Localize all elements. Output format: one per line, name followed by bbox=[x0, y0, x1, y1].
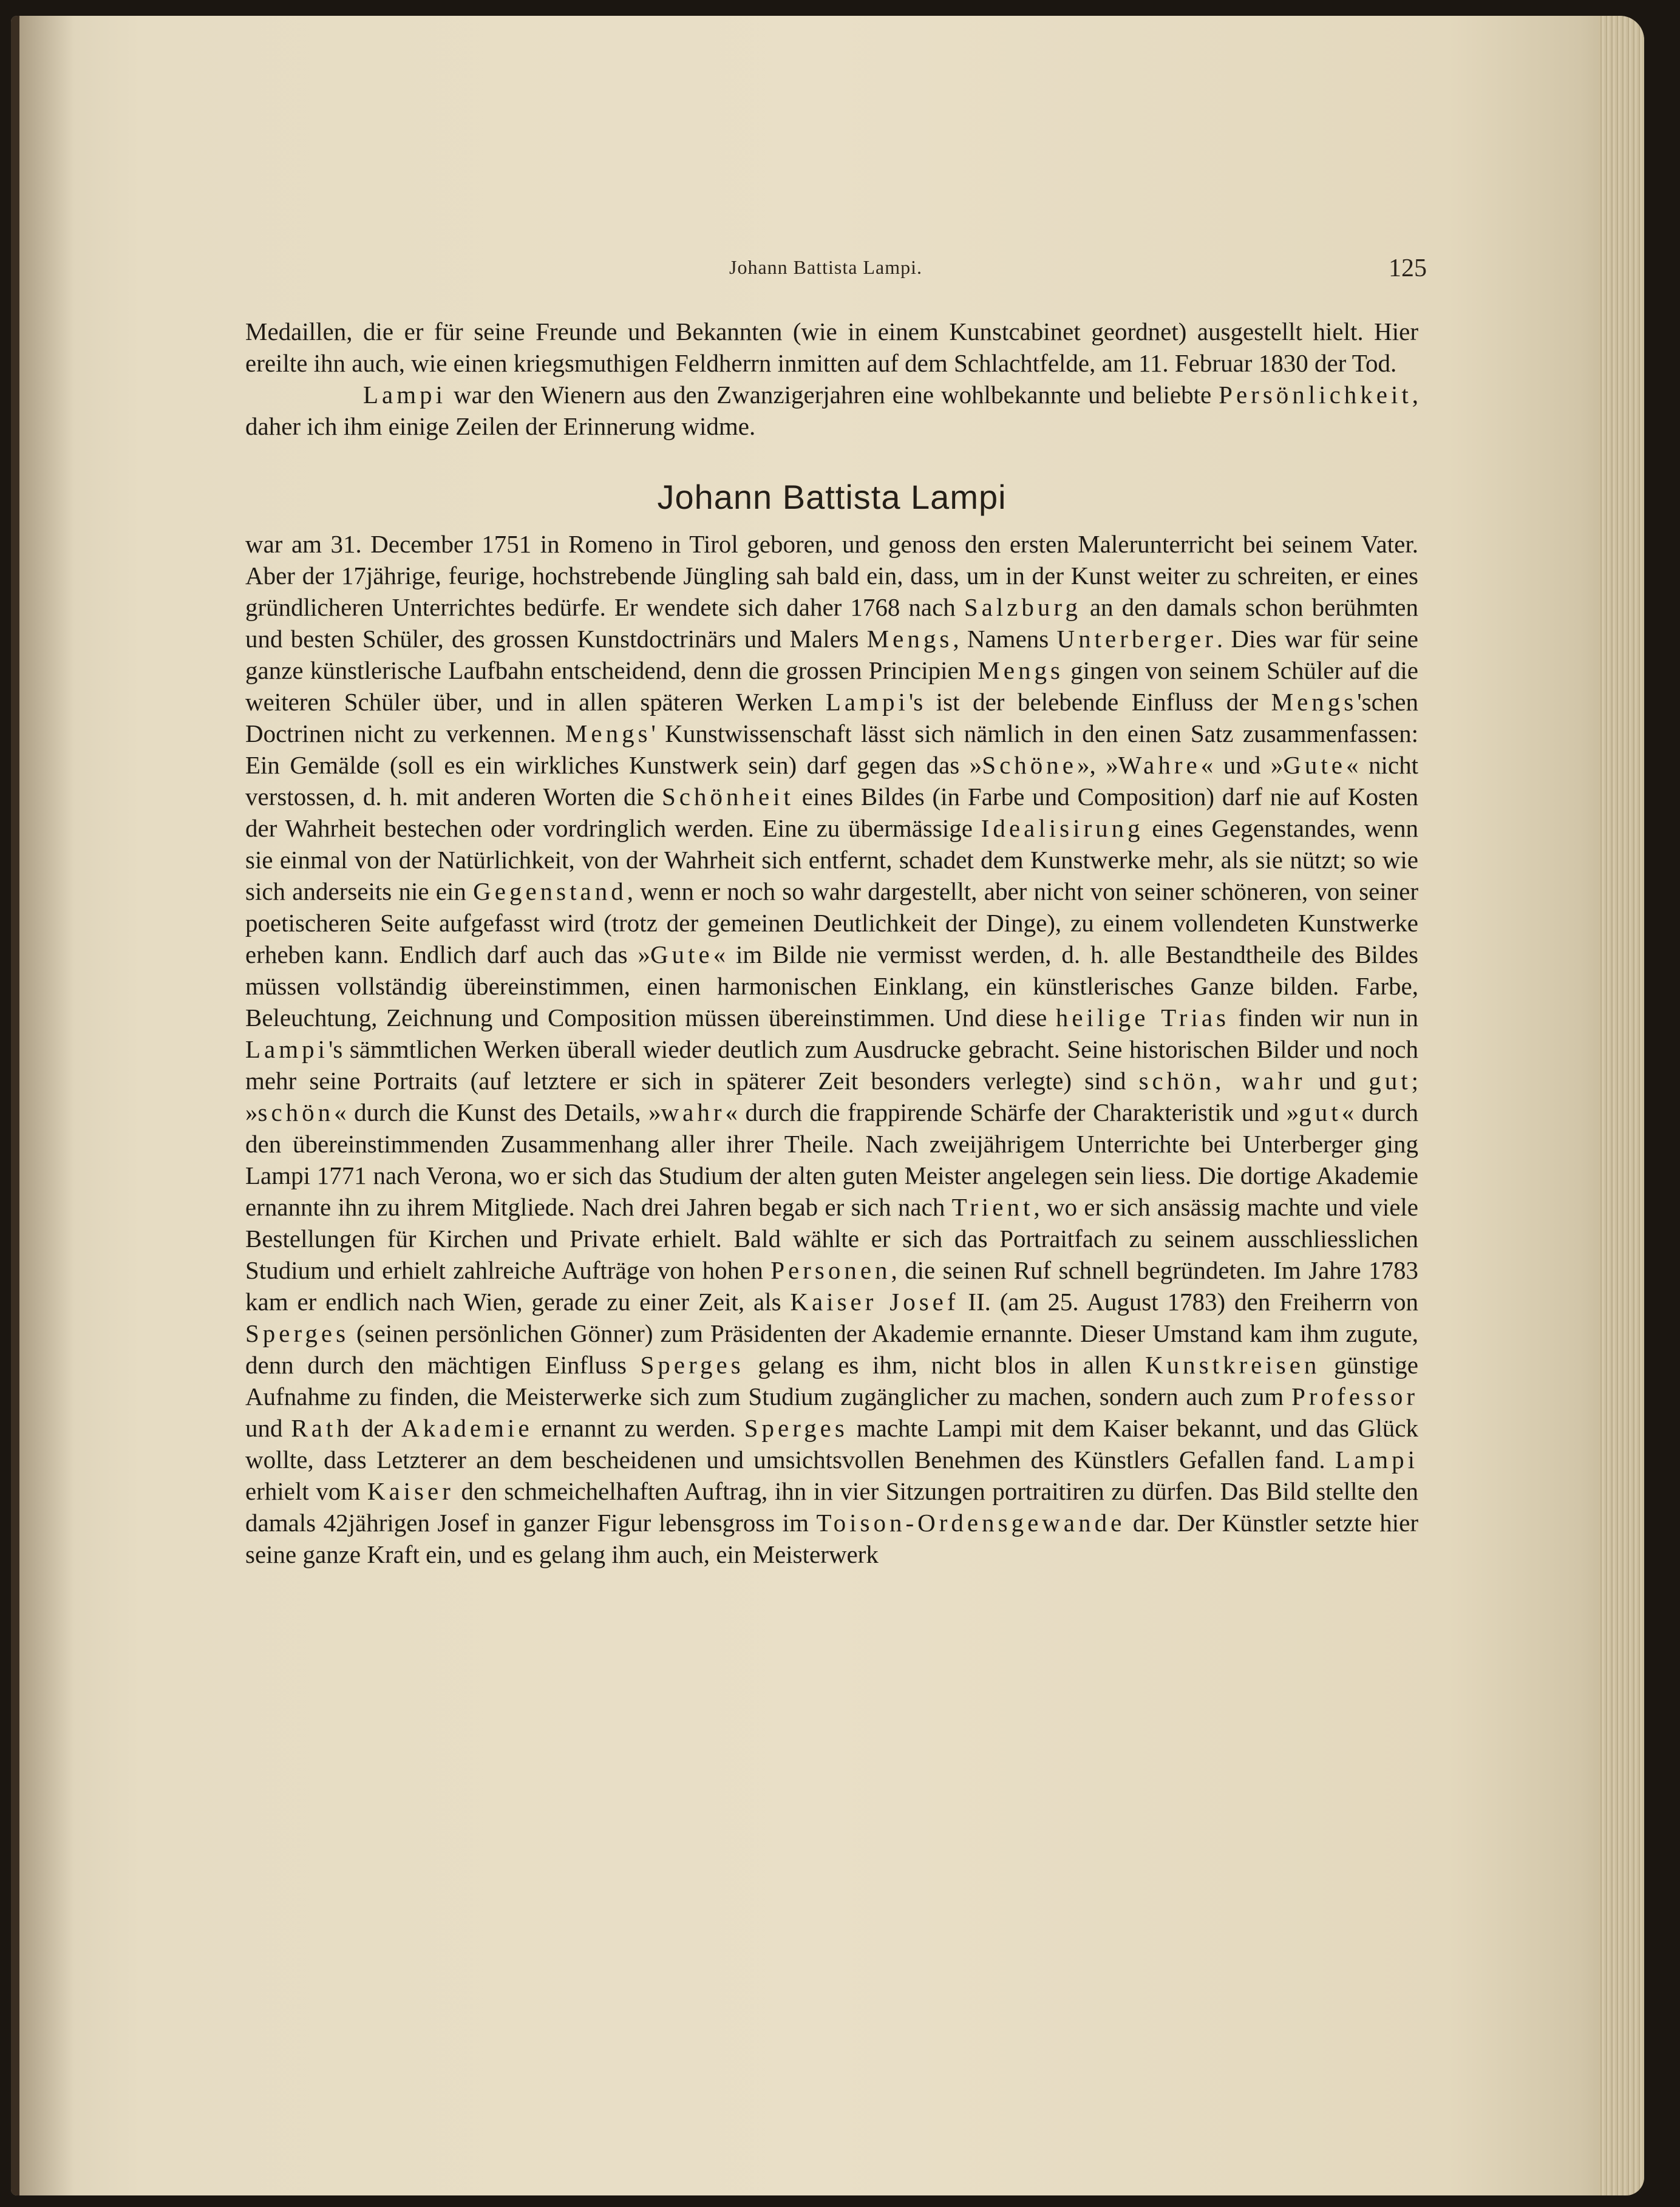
paragraph-text: an den damals schon berühmten und besten Schüler, des grossen Kunstdoctrinärs und Malers bbox=[245, 593, 1419, 653]
spaced-emphasis: Mengs bbox=[1271, 688, 1358, 716]
paragraph-text: der bbox=[352, 1414, 402, 1442]
paragraph-text: II. (am 25. August 1783) den Freiherrn von bbox=[959, 1288, 1418, 1316]
paragraph-text: 's sämmtlichen Werken überall wieder deutlich zum Ausdrucke gebracht. Seine historischen Bilder und noch mehr seine Portraits (auf letztere er sich in späterer Zeit besonders verlegte) sind bbox=[245, 1035, 1418, 1095]
spaced-emphasis: Trient bbox=[951, 1193, 1034, 1221]
paragraph-text: ; » bbox=[245, 1067, 1419, 1126]
paragraph-text: « durch den übereinstimmenden Zusammenhang aller ihrer Theile. Nach zweijährigem Unterrichte bei Unterberger ging Lampi 1771 nach Verona, wo er sich das Studium der alten guten Meister angelegen sein liess. Die dortige Akademie ernannte ihn zu ihrem Mitgliede. Nach drei Jahren begab er sich nach bbox=[245, 1098, 1418, 1221]
spaced-emphasis: Lampi bbox=[825, 688, 909, 716]
paragraph-text: eines Bildes (in Farbe und Composition) darf nie auf Kosten der Wahrheit bestechen oder vordringlich werden. Eine zu übermässige bbox=[245, 783, 1418, 842]
paragraph-text: 'schen Doctrinen nicht zu verkennen. bbox=[245, 688, 1418, 747]
spaced-emphasis: Gute bbox=[650, 940, 713, 968]
paragraph-text: 's ist der belebende Einfluss der bbox=[908, 688, 1271, 716]
spaced-emphasis: Rath bbox=[291, 1414, 353, 1442]
section-heading: Johann Battista Lampi bbox=[657, 478, 1007, 516]
spaced-emphasis: heilige Trias bbox=[1055, 1004, 1230, 1032]
intro-paragraph-1: Medaillen, die er für seine Freunde und Bekannten (wie in einem Kunstcabinet geordnet) ausgestellt hielt. Hier ereilte ihn auch, wie einen kriegsmuthigen Feldherrn inmitten auf dem Schlachtfelde, am 11. Februar 1830 der Tod. bbox=[245, 318, 1418, 377]
paragraph-text: . Dies war für seine ganze künstlerische Laufbahn entscheidend, denn die grossen Principien bbox=[245, 625, 1418, 684]
spaced-emphasis: Kaiser Josef bbox=[790, 1288, 959, 1316]
spaced-emphasis: Personen bbox=[770, 1256, 891, 1284]
spaced-emphasis: Kaiser bbox=[367, 1477, 454, 1505]
spaced-emphasis: Akademie bbox=[401, 1414, 533, 1442]
paragraph-text: , daher ich ihm einige Zeilen der Erinnerung widme. bbox=[245, 381, 1418, 440]
paragraph-text: gingen von seinem Schüler auf die weiteren Schüler über, und in allen späteren Werken bbox=[245, 656, 1419, 716]
paragraph-text: war den Wienern aus den Zwanzigerjahren eine wohlbekannte und beliebte bbox=[446, 381, 1219, 409]
spaced-emphasis: Sperges bbox=[245, 1319, 350, 1347]
paragraph-text: « im Bilde nie vermisst werden, d. h. alle Bestandtheile des Bildes müssen vollständig übereinstimmen, einen harmonischen Einklang, ein künstlerisches Ganze bilden. Farbe, Beleuchtung, Zeichnung und Composition müssen übereinstimmen. Und diese bbox=[245, 940, 1418, 1032]
spaced-emphasis: Mengs bbox=[565, 719, 651, 747]
paragraph-text: den schmeichelhaften Auftrag, ihn in vier Sitzungen portraitiren zu dürfen. Das Bild stellte den damals 42jährigen Josef in ganzer Figur lebensgross im bbox=[245, 1477, 1418, 1537]
biography-paragraph bbox=[245, 528, 1418, 1570]
paragraph-text: war am 31. December 1751 in Romeno in Tirol geboren, und genoss den ersten Malerunterricht bei seinem Vater. Aber der 17jährige, feurige, hochstrebende Jüngling sah bald ein, dass, um in der Kunst weiter zu schreiten, er eines gründlicheren Unterrichtes bedürfe. Er wendete sich daher 1768 nach bbox=[245, 530, 1418, 621]
paragraph-text: « nicht verstossen, d. h. mit anderen Worten die bbox=[245, 751, 1419, 811]
spaced-emphasis: Gute bbox=[1283, 751, 1346, 779]
spaced-word: Persönlichkeit bbox=[1219, 381, 1412, 409]
paragraph-text: « und » bbox=[1200, 751, 1284, 779]
page-text bbox=[245, 316, 1418, 1570]
paragraph-text: dar. Der Künstler setzte hier seine ganze Kraft ein, und es gelang ihm auch, ein Meisterwerk bbox=[245, 1509, 1418, 1568]
paragraph-text: », » bbox=[1076, 751, 1118, 779]
spaced-emphasis: Salzburg bbox=[964, 593, 1081, 621]
spaced-emphasis: Lampi bbox=[1335, 1446, 1418, 1474]
page-number: 125 bbox=[1389, 254, 1427, 282]
paragraph-text: eines Gegenstandes, wenn sie einmal von der Natürlichkeit, von der Wahrheit sich entfernt, schadet dem Kunstwerke mehr, als sie nützt; so wie sich anderseits nie ein bbox=[245, 814, 1418, 905]
page-edges bbox=[1599, 16, 1644, 2195]
spaced-emphasis: Mengs bbox=[866, 625, 953, 653]
spaced-emphasis: wahr bbox=[661, 1098, 726, 1126]
spaced-emphasis: Mengs bbox=[978, 656, 1064, 684]
spaced-emphasis: Kunstkreisen bbox=[1145, 1351, 1321, 1379]
paragraph-text: günstige Aufnahme zu finden, die Meisterwerke sich zum Studium zugänglicher zu machen, sondern auch zum bbox=[245, 1351, 1419, 1410]
spaced-emphasis: Schöne bbox=[982, 751, 1077, 779]
running-head bbox=[225, 249, 1427, 291]
paragraph-text: , die seinen Ruf schnell begründeten. Im Jahre 1783 kam er endlich nach Wien, gerade zu einer Zeit, als bbox=[245, 1256, 1418, 1316]
spaced-emphasis: Wahre bbox=[1118, 751, 1201, 779]
spaced-emphasis: Lampi bbox=[245, 1035, 329, 1063]
paragraph-text: finden wir nun in bbox=[1229, 1004, 1418, 1032]
spaced-emphasis: gut bbox=[1369, 1067, 1412, 1095]
paragraph-text: und bbox=[1305, 1067, 1369, 1095]
spaced-emphasis: schön bbox=[257, 1098, 335, 1126]
spaced-emphasis: Sperges bbox=[744, 1414, 848, 1442]
paragraph-text: machte Lampi mit dem Kaiser bekannt, und das Glück wollte, dass Letzterer an dem bescheidenen und umsichtsvollen Benehmen des Künstlers Gefallen fand. bbox=[245, 1414, 1419, 1474]
spaced-emphasis: Professor bbox=[1291, 1382, 1418, 1410]
spaced-emphasis: gut bbox=[1299, 1098, 1342, 1126]
running-title: Johann Battista Lampi. bbox=[729, 256, 922, 278]
intro-paragraph-2 bbox=[245, 379, 1418, 442]
paragraph-text: erhielt vom bbox=[245, 1477, 367, 1505]
paragraph-text: « durch die Kunst des Details, » bbox=[334, 1098, 661, 1126]
spaced-emphasis: Toison-Ordensgewande bbox=[816, 1509, 1126, 1537]
spaced-emphasis: Schönheit bbox=[661, 783, 794, 811]
spaced-emphasis: schön, wahr bbox=[1138, 1067, 1306, 1095]
paragraph-text: ' Kunstwissenschaft lässt sich nämlich in den einen Satz zusammenfassen: Ein Gemälde (soll es ein wirkliches Kunstwerk sein) darf gegen das » bbox=[245, 719, 1418, 779]
spaced-emphasis: Gegenstand bbox=[473, 877, 627, 905]
spaced-emphasis: Sperges bbox=[640, 1351, 744, 1379]
paragraph-text: , wenn er noch so wahr dargestellt, aber nicht von seiner schöneren, von seiner poetischeren Seite aufgefasst wird (trotz der gemeinen Deutlichkeit der Dinge), zu einem vollendeten Kunstwerke erheben kann. Endlich darf auch das » bbox=[245, 877, 1418, 968]
paragraph-text: , Namens bbox=[953, 625, 1057, 653]
spaced-emphasis: Idealisirung bbox=[981, 814, 1144, 842]
paragraph-text: ernannt zu werden. bbox=[532, 1414, 744, 1442]
book-binding bbox=[11, 16, 19, 2195]
paragraph-text: (seinen persönlichen Gönner) zum Präsidenten der Akademie ernannte. Dieser Umstand kam ihm zugute, denn durch den mächtigen Einfluss bbox=[245, 1319, 1418, 1379]
paragraph-text: , wo er sich ansässig machte und viele Bestellungen für Kirchen und Private erhielt. Bald wählte er sich das Portraitfach zu seinem ausschliesslichen Studium und erhielt zahlreiche Aufträge von hohen bbox=[245, 1193, 1418, 1284]
paragraph-text: « durch die frappirende Schärfe der Charakteristik und » bbox=[725, 1098, 1299, 1126]
paragraph-text: und bbox=[245, 1414, 291, 1442]
gutter-shadow bbox=[19, 16, 74, 2195]
spaced-emphasis: Unterberger bbox=[1056, 625, 1217, 653]
spaced-name: Lampi bbox=[363, 381, 447, 409]
paragraph-text: gelang es ihm, nicht blos in allen bbox=[744, 1351, 1146, 1379]
